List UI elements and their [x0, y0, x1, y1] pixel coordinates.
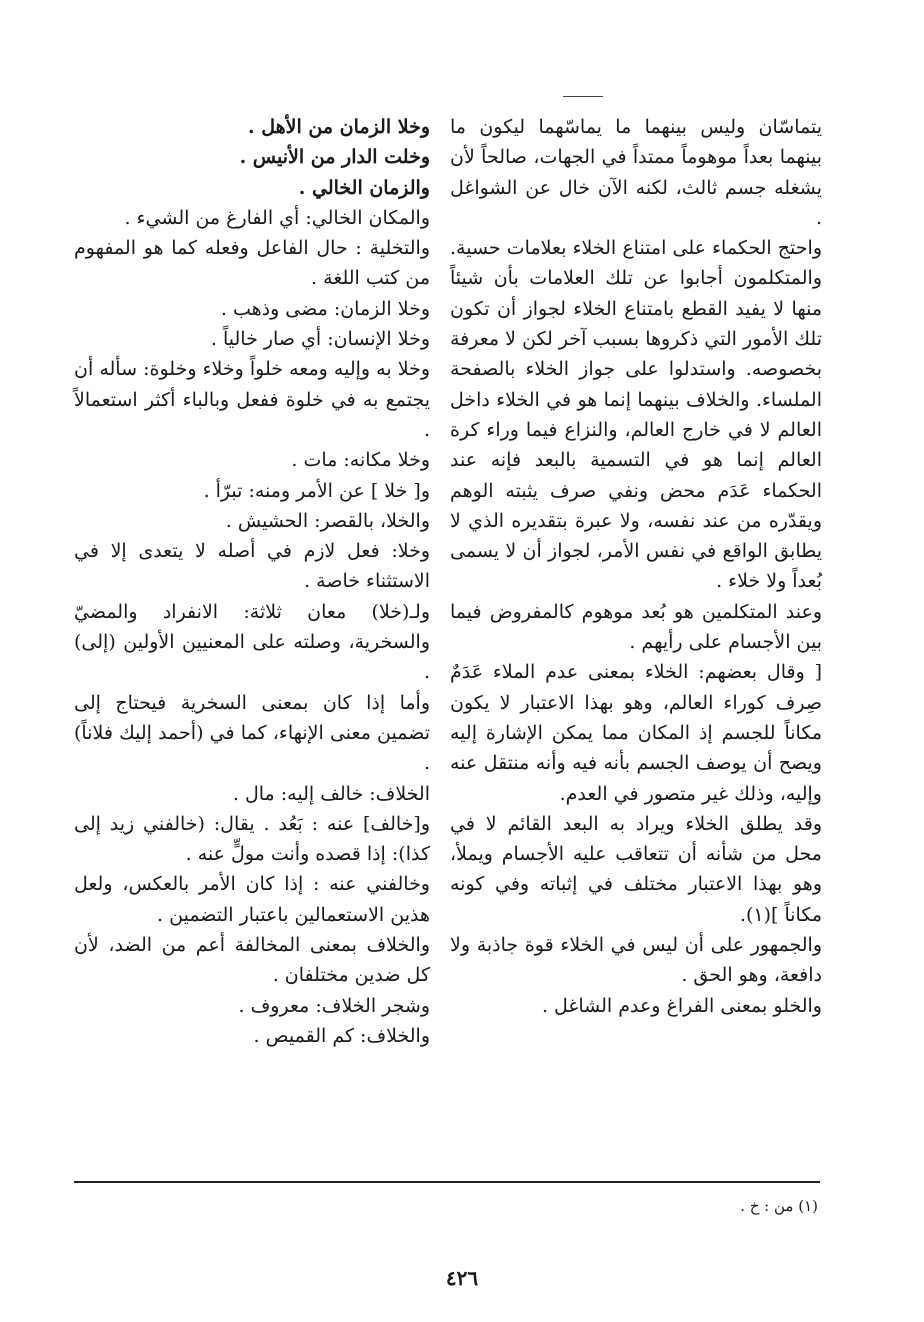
entry: وخلا به وإليه ومعه خلواً وخلاء وخلوة: سأله أن يجتمع به في خلوة ففعل وبالباء أكثر استعمالاً . [74, 358, 430, 441]
entry: وخلا الزمان من الأهل . [248, 116, 430, 138]
entry: وخلا مكانه: مات . [291, 449, 430, 472]
entry: و[خالف] عنه : بَعُد . يقال: (خالفني زيد إلى كذا): إذا قصده وأنت مولٍّ عنه . [74, 812, 430, 866]
paragraph: [ وقال بعضهم: الخلاء بمعنى عدم الملاء عَدَمٌ صِرف كوراء العالم، وهو بهذا الاعتبار لا يكون مكاناً للجسم إذ المكان مما يمكن الإشارة إليه ويصح أن يوصف الجسم بأنه فيه وأنه منتقل عنه وإليه، وذلك غير متصور في العدم. [450, 661, 822, 805]
paragraph: وقد يطلق الخلاء ويراد به البعد القائم لا في محل من شأنه أن تتعاقب عليه الأجسام ويملأ، وهو بهذا الاعتبار مختلف في إثباته وفي كونه مكاناً ](١). [450, 812, 822, 926]
top-divider [563, 96, 603, 97]
paragraph: واحتج الحكماء على امتناع الخلاء بعلامات حسية. والمتكلمون أجابوا عن تلك العلامات بأن شيئاً منها لا يفيد القطع بامتناع الخلاء لجواز أن تكون تلك الأمور التي ذكروها بسبب آخر لكن لا معرفة بخصوصه. واستدلوا على جواز الخلاء بالصفحة الملساء. والخلاف بينهما إنما هو في الخلاء داخل العالم لا في خارج العالم، والنزاع فيما وراء كرة العالم إنما هو في التسمية بالبعد فإنه عند الحكماء عَدَم محض ونفي صرف يثبته الوهم ويقدّره من عند نفسه، ولا عبرة بتقديره الذي لا يطابق الواقع في نفس الأمر، لجواز أن لا يسمى بُعداً ولا خلاء . [450, 237, 822, 593]
entry: وخلا الزمان: مضى وذهب . [220, 297, 430, 320]
entry: والتخلية : حال الفاعل وفعله كما هو المفهوم من كتب اللغة . [74, 237, 430, 290]
entry: وخلا الإنسان: أي صار خالياً . [210, 328, 430, 351]
entry: وخلت الدار من الأنيس . [239, 146, 430, 169]
paragraph: والخلو بمعنى الفراغ وعدم الشاغل . [541, 994, 822, 1017]
footnote-divider [74, 1181, 820, 1183]
paragraph: يتماسّان وليس بينهما ما يماسّهما ليكون ما بينهما بعداً موهوماً ممتداً في الجهات، صالحاً لأن يشغله جسم ثالث، لكنه الآن خال عن الشواغل . [450, 116, 822, 229]
entry: والخلا، بالقصر: الحشيش . [225, 509, 430, 532]
entry: و[ خلا ] عن الأمر ومنه: تبرّأ . [203, 479, 430, 502]
paragraph: والجمهور على أن ليس في الخلاء قوة جاذبة ولا دافعة، وهو الحق . [450, 934, 822, 987]
page-number: ٤٢٦ [445, 1266, 479, 1290]
entry: والخلاف: كم القميص . [253, 1024, 430, 1047]
entry: والمكان الخالي: أي الفارغ من الشيء . [124, 206, 430, 229]
entry: ولـ(خلا) معان ثلاثة: الانفراد والمضيّ والسخرية، وصلته على المعنيين الأولين (إلى) . [74, 600, 430, 684]
entry: وخالفني عنه : إذا كان الأمر بالعكس، ولعل هذين الاستعمالين باعتبار التضمين . [74, 873, 430, 926]
entry: وخلا: فعل لازم في أصله لا يتعدى إلا في الاستثناء خاصة . [74, 540, 430, 593]
left-column [74, 112, 430, 1051]
entry: والخلاف بمعنى المخالفة أعم من الضد، لأن كل ضدين مختلفان . [74, 934, 430, 987]
entry: والزمان الخالي . [298, 176, 430, 199]
entry: وشجر الخلاف: معروف . [238, 994, 430, 1017]
right-column [450, 112, 822, 1021]
entry: الخلاف: خالف إليه: مال . [232, 782, 430, 805]
footnote: (١) من : خ . [740, 1197, 818, 1215]
entry: وأما إذا كان بمعنى السخرية فيحتاج إلى تضمين معنى الإنهاء، كما في (أحمد إليك فلاناً) . [74, 691, 430, 775]
paragraph: وعند المتكلمين هو بُعد موهوم كالمفروض فيما بين الأجسام على رأيهم . [450, 600, 822, 654]
